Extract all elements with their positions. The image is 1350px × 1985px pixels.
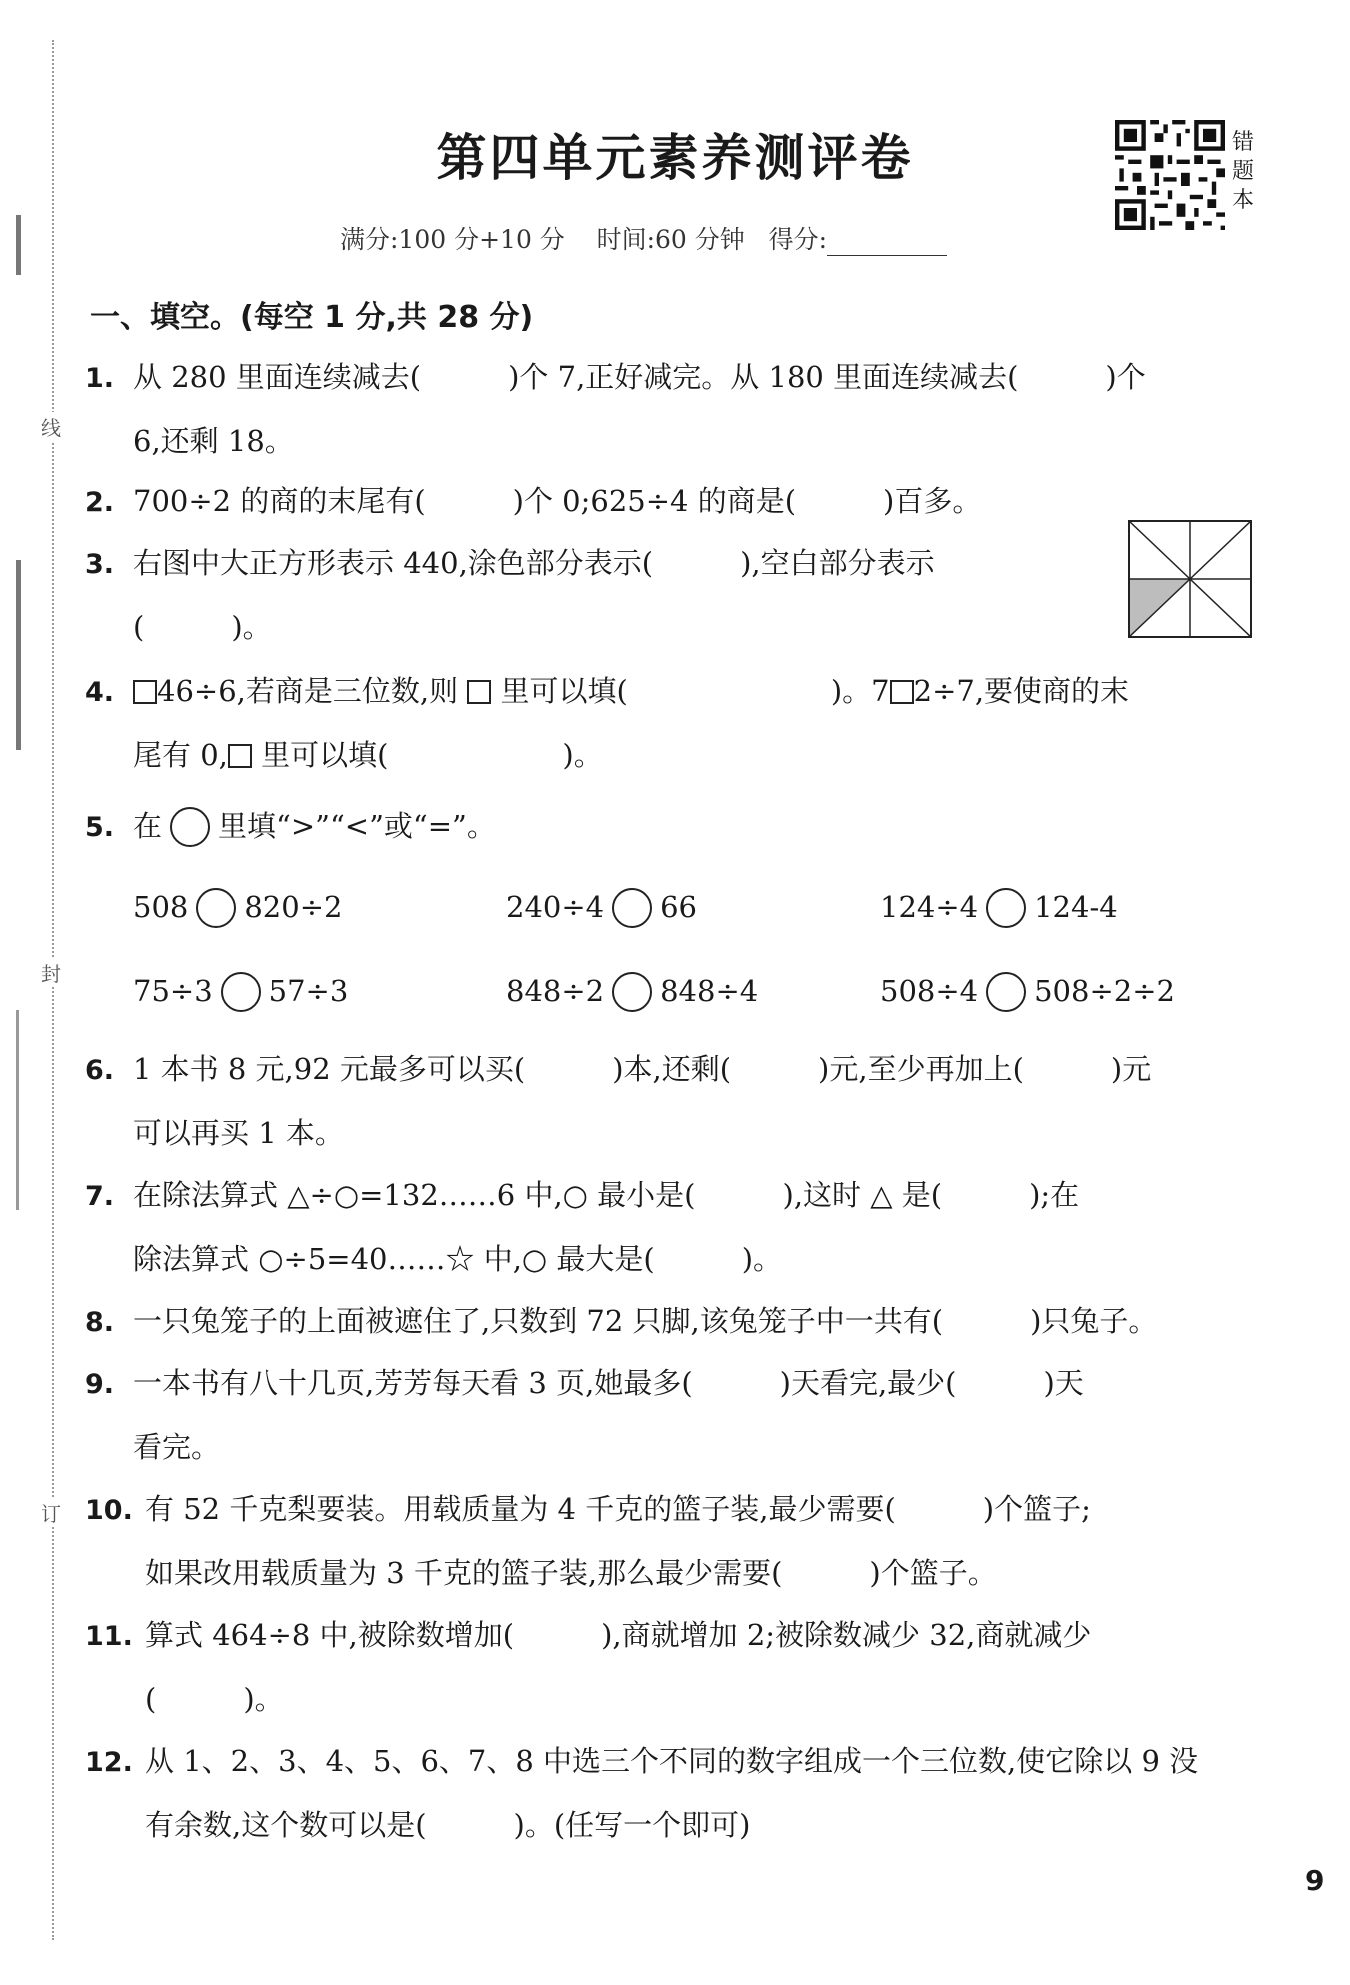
section-heading: 一、填空。(每空 1 分,共 28 分) <box>90 300 534 335</box>
answer-circle[interactable] <box>612 888 652 928</box>
qr-label: 错题本 <box>1232 130 1255 213</box>
question-number: 10. <box>85 1495 133 1526</box>
question-9 <box>85 1352 1255 1478</box>
answer-circle[interactable] <box>986 972 1026 1012</box>
time-limit: 时间:60 分钟 <box>596 225 745 254</box>
question-text: 尾有 0, <box>133 738 228 772</box>
score-label: 得分: <box>768 225 828 254</box>
question-text: 除法算式 ○÷5=40……☆ 中,○ 最大是( )。 <box>133 1242 783 1276</box>
question-number: 2. <box>85 487 115 518</box>
comparison-right: 508÷2÷2 <box>1034 974 1175 1008</box>
comparison-item <box>880 888 1118 928</box>
question-text: 在除法算式 △÷○=132……6 中,○ 最小是( ),这时 △ 是( );在 <box>133 1178 1080 1212</box>
question-1 <box>85 346 1255 472</box>
binding-label-line: 线 <box>36 412 66 441</box>
comparison-left: 240÷4 <box>506 890 605 924</box>
question-number: 11. <box>85 1621 133 1652</box>
question-number: 12. <box>85 1747 133 1778</box>
question-number: 6. <box>85 1055 115 1086</box>
question-number: 4. <box>85 677 115 708</box>
question-text: 右图中大正方形表示 440,涂色部分表示( ),空白部分表示 <box>133 546 935 580</box>
score-blank[interactable] <box>827 235 947 256</box>
question-text: 里填“>”“<”或“=”。 <box>218 809 496 843</box>
question-7 <box>85 1164 1255 1290</box>
comparison-item <box>133 972 348 1012</box>
comparison-left: 508 <box>133 890 189 924</box>
page-title: 第四单元素养测评卷 <box>436 128 914 187</box>
question-text: 有余数,这个数可以是( )。(任写一个即可) <box>145 1808 751 1842</box>
question-number: 1. <box>85 363 115 394</box>
binding-mark <box>16 560 21 750</box>
question-11 <box>85 1604 1255 1730</box>
comparison-right: 848÷4 <box>660 974 759 1008</box>
question-text: 可以再买 1 本。 <box>133 1116 344 1150</box>
blank-box-icon <box>133 680 157 704</box>
binding-mark <box>16 1010 19 1210</box>
comparison-left: 508÷4 <box>880 974 979 1008</box>
question-text: 2÷7,要使商的末 <box>913 674 1130 708</box>
question-3 <box>85 532 1255 658</box>
question-text: 里可以填( )。 <box>261 738 603 772</box>
question-number: 9. <box>85 1369 115 1400</box>
question-text: 700÷2 的商的末尾有( )个 0;625÷4 的商是( )百多。 <box>133 484 982 518</box>
question-text: 有 52 千克梨要装。用载质量为 4 千克的篮子装,最少需要( )个篮子; <box>145 1492 1091 1526</box>
comparison-item <box>506 888 697 928</box>
comparison-item <box>880 972 1175 1012</box>
answer-circle[interactable] <box>612 972 652 1012</box>
comparison-right: 66 <box>660 890 698 924</box>
question-text: 算式 464÷8 中,被除数增加( ),商就增加 2;被除数减少 32,商就减少 <box>145 1618 1092 1652</box>
exam-meta <box>340 220 947 256</box>
answer-circle[interactable] <box>196 888 236 928</box>
question-text: 6,还剩 18。 <box>133 424 294 458</box>
qr-code-icon <box>1115 120 1225 230</box>
question-number: 5. <box>85 812 115 843</box>
square-diagram <box>1128 520 1252 638</box>
comparison-left: 848÷2 <box>506 974 605 1008</box>
binding-mark <box>16 215 21 275</box>
comparison-right: 57÷3 <box>268 974 349 1008</box>
question-number: 3. <box>85 549 115 580</box>
question-5 <box>85 795 1255 859</box>
page-number: 9 <box>1305 1864 1325 1897</box>
answer-circle[interactable] <box>221 972 261 1012</box>
comparison-item <box>133 888 342 928</box>
blank-box-icon <box>228 744 252 768</box>
question-text: ( )。 <box>145 1682 284 1716</box>
question-text: 一本书有八十几页,芳芳每天看 3 页,她最多( )天看完,最少( )天 <box>133 1366 1084 1400</box>
question-text: 1 本书 8 元,92 元最多可以买( )本,还剩( )元,至少再加上( )元 <box>133 1052 1152 1086</box>
question-text: 从 1、2、3、4、5、6、7、8 中选三个不同的数字组成一个三位数,使它除以 9 没 <box>145 1744 1199 1778</box>
comparison-left: 75÷3 <box>133 974 213 1008</box>
question-text: 里可以填( )。7 <box>500 674 890 708</box>
answer-circle[interactable] <box>986 888 1026 928</box>
blank-circle-icon <box>170 807 210 847</box>
question-number: 8. <box>85 1307 115 1338</box>
question-4 <box>85 660 1255 786</box>
question-text: 46÷6,若商是三位数,则 <box>157 674 459 708</box>
question-text: ( )。 <box>133 610 272 644</box>
comparison-right: 820÷2 <box>244 890 343 924</box>
question-text: 看完。 <box>133 1430 221 1464</box>
comparison-item <box>506 972 758 1012</box>
question-text: 从 280 里面连续减去( )个 7,正好减完。从 180 里面连续减去( )个 <box>133 360 1146 394</box>
binding-dotted-line <box>52 40 54 1940</box>
comparison-left: 124÷4 <box>880 890 979 924</box>
question-number: 7. <box>85 1181 115 1212</box>
binding-label-seal: 封 <box>36 958 66 987</box>
question-text: 如果改用载质量为 3 千克的篮子装,那么最少需要( )个篮子。 <box>145 1556 997 1590</box>
question-2 <box>85 470 1255 534</box>
question-10 <box>85 1478 1255 1604</box>
question-text: 在 <box>133 809 163 843</box>
binding-label-tie: 订 <box>36 1498 66 1527</box>
blank-box-icon <box>467 680 491 704</box>
question-6 <box>85 1038 1255 1164</box>
blank-box-icon <box>890 680 914 704</box>
question-8 <box>85 1290 1255 1354</box>
comparison-right: 124-4 <box>1034 890 1118 924</box>
question-text: 一只兔笼子的上面被遮住了,只数到 72 只脚,该兔笼子中一共有( )只兔子。 <box>133 1304 1158 1338</box>
question-12 <box>85 1730 1255 1856</box>
full-score: 满分:100 分+10 分 <box>340 225 565 254</box>
